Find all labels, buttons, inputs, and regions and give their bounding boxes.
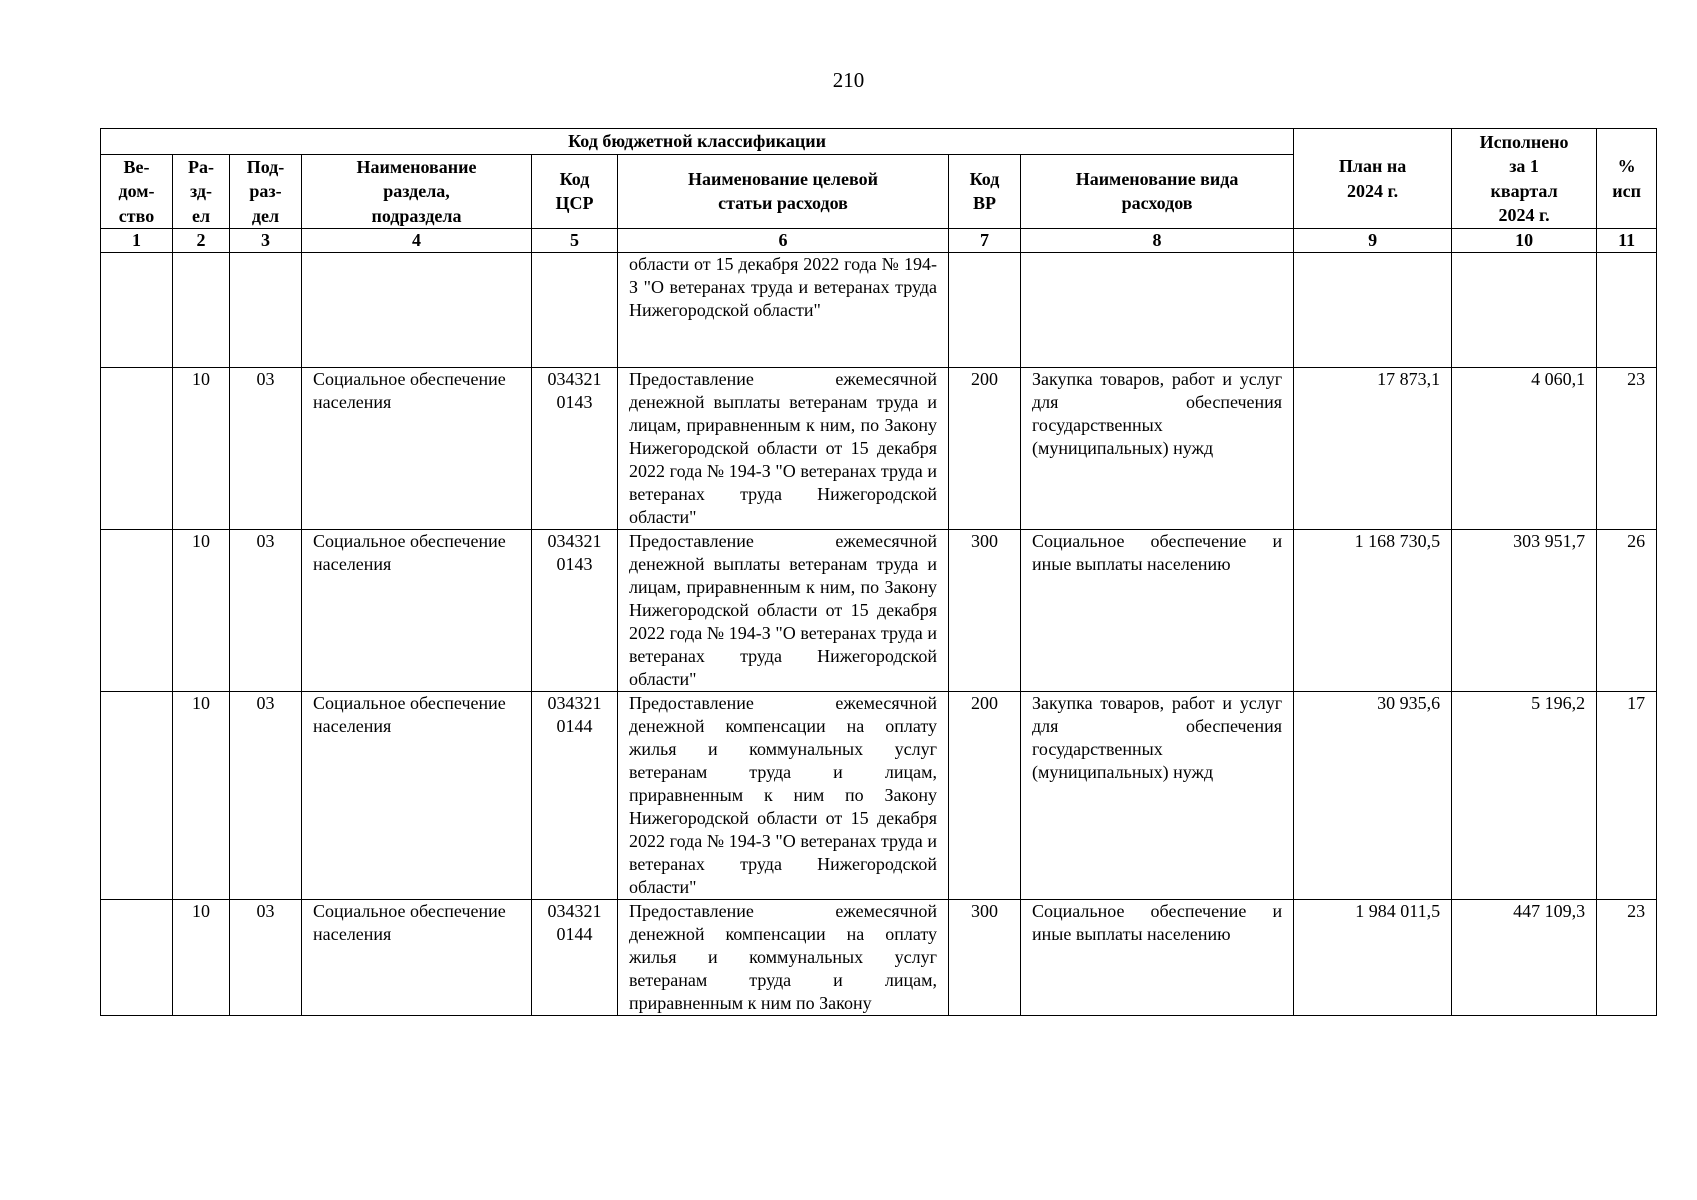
cell-target-name: Предоставление ежемесячной денежной выплаты ветеранам труда и лицам, приравненным к ним, по Закону Нижегородской области от 15 декабря 2022 года № 194-З "О ветеранах труда и ветеранах труда Нижегородской области" <box>618 368 949 530</box>
table-row <box>101 253 1657 368</box>
column-number: 9 <box>1294 229 1452 253</box>
cell-executed: 4 060,1 <box>1452 368 1597 530</box>
column-number: 3 <box>230 229 302 253</box>
cell-section-name: Социальное обеспечение населения <box>302 692 532 900</box>
cell-vr: 200 <box>949 368 1021 530</box>
table-row <box>101 900 1657 1016</box>
column-numbers-row <box>101 229 1657 253</box>
cell-vr: 200 <box>949 692 1021 900</box>
header-target-name: Наименование целевой статьи расходов <box>618 154 949 229</box>
column-number: 11 <box>1597 229 1657 253</box>
table-row <box>101 530 1657 692</box>
column-number: 8 <box>1021 229 1294 253</box>
page-number: 210 <box>832 68 865 92</box>
column-number: 5 <box>532 229 618 253</box>
cell-csr <box>532 253 618 368</box>
cell-expense-type <box>1021 253 1294 368</box>
budget-table <box>100 128 1657 1016</box>
cell-section-name: Социальное обеспечение населения <box>302 530 532 692</box>
cell-plan: 1 984 011,5 <box>1294 900 1452 1016</box>
cell-razdel: 10 <box>173 900 230 1016</box>
cell-percent: 26 <box>1597 530 1657 692</box>
cell-vr <box>949 253 1021 368</box>
cell-executed: 447 109,3 <box>1452 900 1597 1016</box>
header-vedomstvo: Ве- дом- ство <box>101 154 173 229</box>
cell-plan <box>1294 253 1452 368</box>
cell-percent: 17 <box>1597 692 1657 900</box>
column-number: 7 <box>949 229 1021 253</box>
cell-percent <box>1597 253 1657 368</box>
cell-csr: 034321 0144 <box>532 692 618 900</box>
cell-executed: 5 196,2 <box>1452 692 1597 900</box>
cell-expense-type: Социальное обеспечение и иные выплаты населению <box>1021 530 1294 692</box>
cell-section-name <box>302 253 532 368</box>
header-razdel: Ра- зд- ел <box>173 154 230 229</box>
cell-razdel: 10 <box>173 692 230 900</box>
cell-expense-type: Социальное обеспечение и иные выплаты населению <box>1021 900 1294 1016</box>
header-podrazdel: Под- раз- дел <box>230 154 302 229</box>
header-executed: Исполнено за 1 квартал 2024 г. <box>1452 129 1597 229</box>
header-plan: План на 2024 г. <box>1294 129 1452 229</box>
header-expense-type: Наименование вида расходов <box>1021 154 1294 229</box>
cell-vedomstvo <box>101 692 173 900</box>
cell-razdel: 10 <box>173 530 230 692</box>
cell-razdel: 10 <box>173 368 230 530</box>
cell-podrazdel: 03 <box>230 900 302 1016</box>
cell-vr: 300 <box>949 530 1021 692</box>
cell-target-name: Предоставление ежемесячной денежной компенсации на оплату жилья и коммунальных услуг ветеранам труда и лицам, приравненным к ним по Закону Нижегородской области от 15 декабря 2022 года № 194-З "О ветеранах труда и ветеранах труда Нижегородской области" <box>618 692 949 900</box>
column-number: 1 <box>101 229 173 253</box>
cell-podrazdel <box>230 253 302 368</box>
cell-expense-type: Закупка товаров, работ и услуг для обеспечения государственных (муниципальных) нужд <box>1021 368 1294 530</box>
header-group-title: Код бюджетной классификации <box>101 129 1294 155</box>
cell-percent: 23 <box>1597 368 1657 530</box>
cell-target-name: Предоставление ежемесячной денежной компенсации на оплату жилья и коммунальных услуг ветеранам труда и лицам, приравненным к ним по Закону <box>618 900 949 1016</box>
cell-plan: 1 168 730,5 <box>1294 530 1452 692</box>
column-number: 2 <box>173 229 230 253</box>
table-row <box>101 692 1657 900</box>
cell-percent: 23 <box>1597 900 1657 1016</box>
cell-executed <box>1452 253 1597 368</box>
cell-razdel <box>173 253 230 368</box>
cell-csr: 034321 0144 <box>532 900 618 1016</box>
header-percent: % исп <box>1597 129 1657 229</box>
cell-section-name: Социальное обеспечение населения <box>302 900 532 1016</box>
header-vr: Код ВР <box>949 154 1021 229</box>
cell-csr: 034321 0143 <box>532 368 618 530</box>
cell-vr: 300 <box>949 900 1021 1016</box>
cell-expense-type: Закупка товаров, работ и услуг для обеспечения государственных (муниципальных) нужд <box>1021 692 1294 900</box>
header-section-name: Наименование раздела, подраздела <box>302 154 532 229</box>
cell-target-name: Предоставление ежемесячной денежной выплаты ветеранам труда и лицам, приравненным к ним, по Закону Нижегородской области от 15 декабря 2022 года № 194-З "О ветеранах труда и ветеранах труда Нижегородской области" <box>618 530 949 692</box>
column-number: 4 <box>302 229 532 253</box>
cell-executed: 303 951,7 <box>1452 530 1597 692</box>
cell-section-name: Социальное обеспечение населения <box>302 368 532 530</box>
cell-csr: 034321 0143 <box>532 530 618 692</box>
column-number: 10 <box>1452 229 1597 253</box>
cell-vedomstvo <box>101 253 173 368</box>
header-group-row <box>101 129 1657 155</box>
cell-vedomstvo <box>101 368 173 530</box>
column-number: 6 <box>618 229 949 253</box>
cell-podrazdel: 03 <box>230 368 302 530</box>
cell-target-name: области от 15 декабря 2022 года № 194-З "О ветеранах труда и ветеранах труда Нижегородской области" <box>618 253 949 368</box>
cell-podrazdel: 03 <box>230 530 302 692</box>
cell-plan: 30 935,6 <box>1294 692 1452 900</box>
cell-vedomstvo <box>101 900 173 1016</box>
table-row <box>101 368 1657 530</box>
cell-plan: 17 873,1 <box>1294 368 1452 530</box>
cell-vedomstvo <box>101 530 173 692</box>
cell-podrazdel: 03 <box>230 692 302 900</box>
header-csr: Код ЦСР <box>532 154 618 229</box>
